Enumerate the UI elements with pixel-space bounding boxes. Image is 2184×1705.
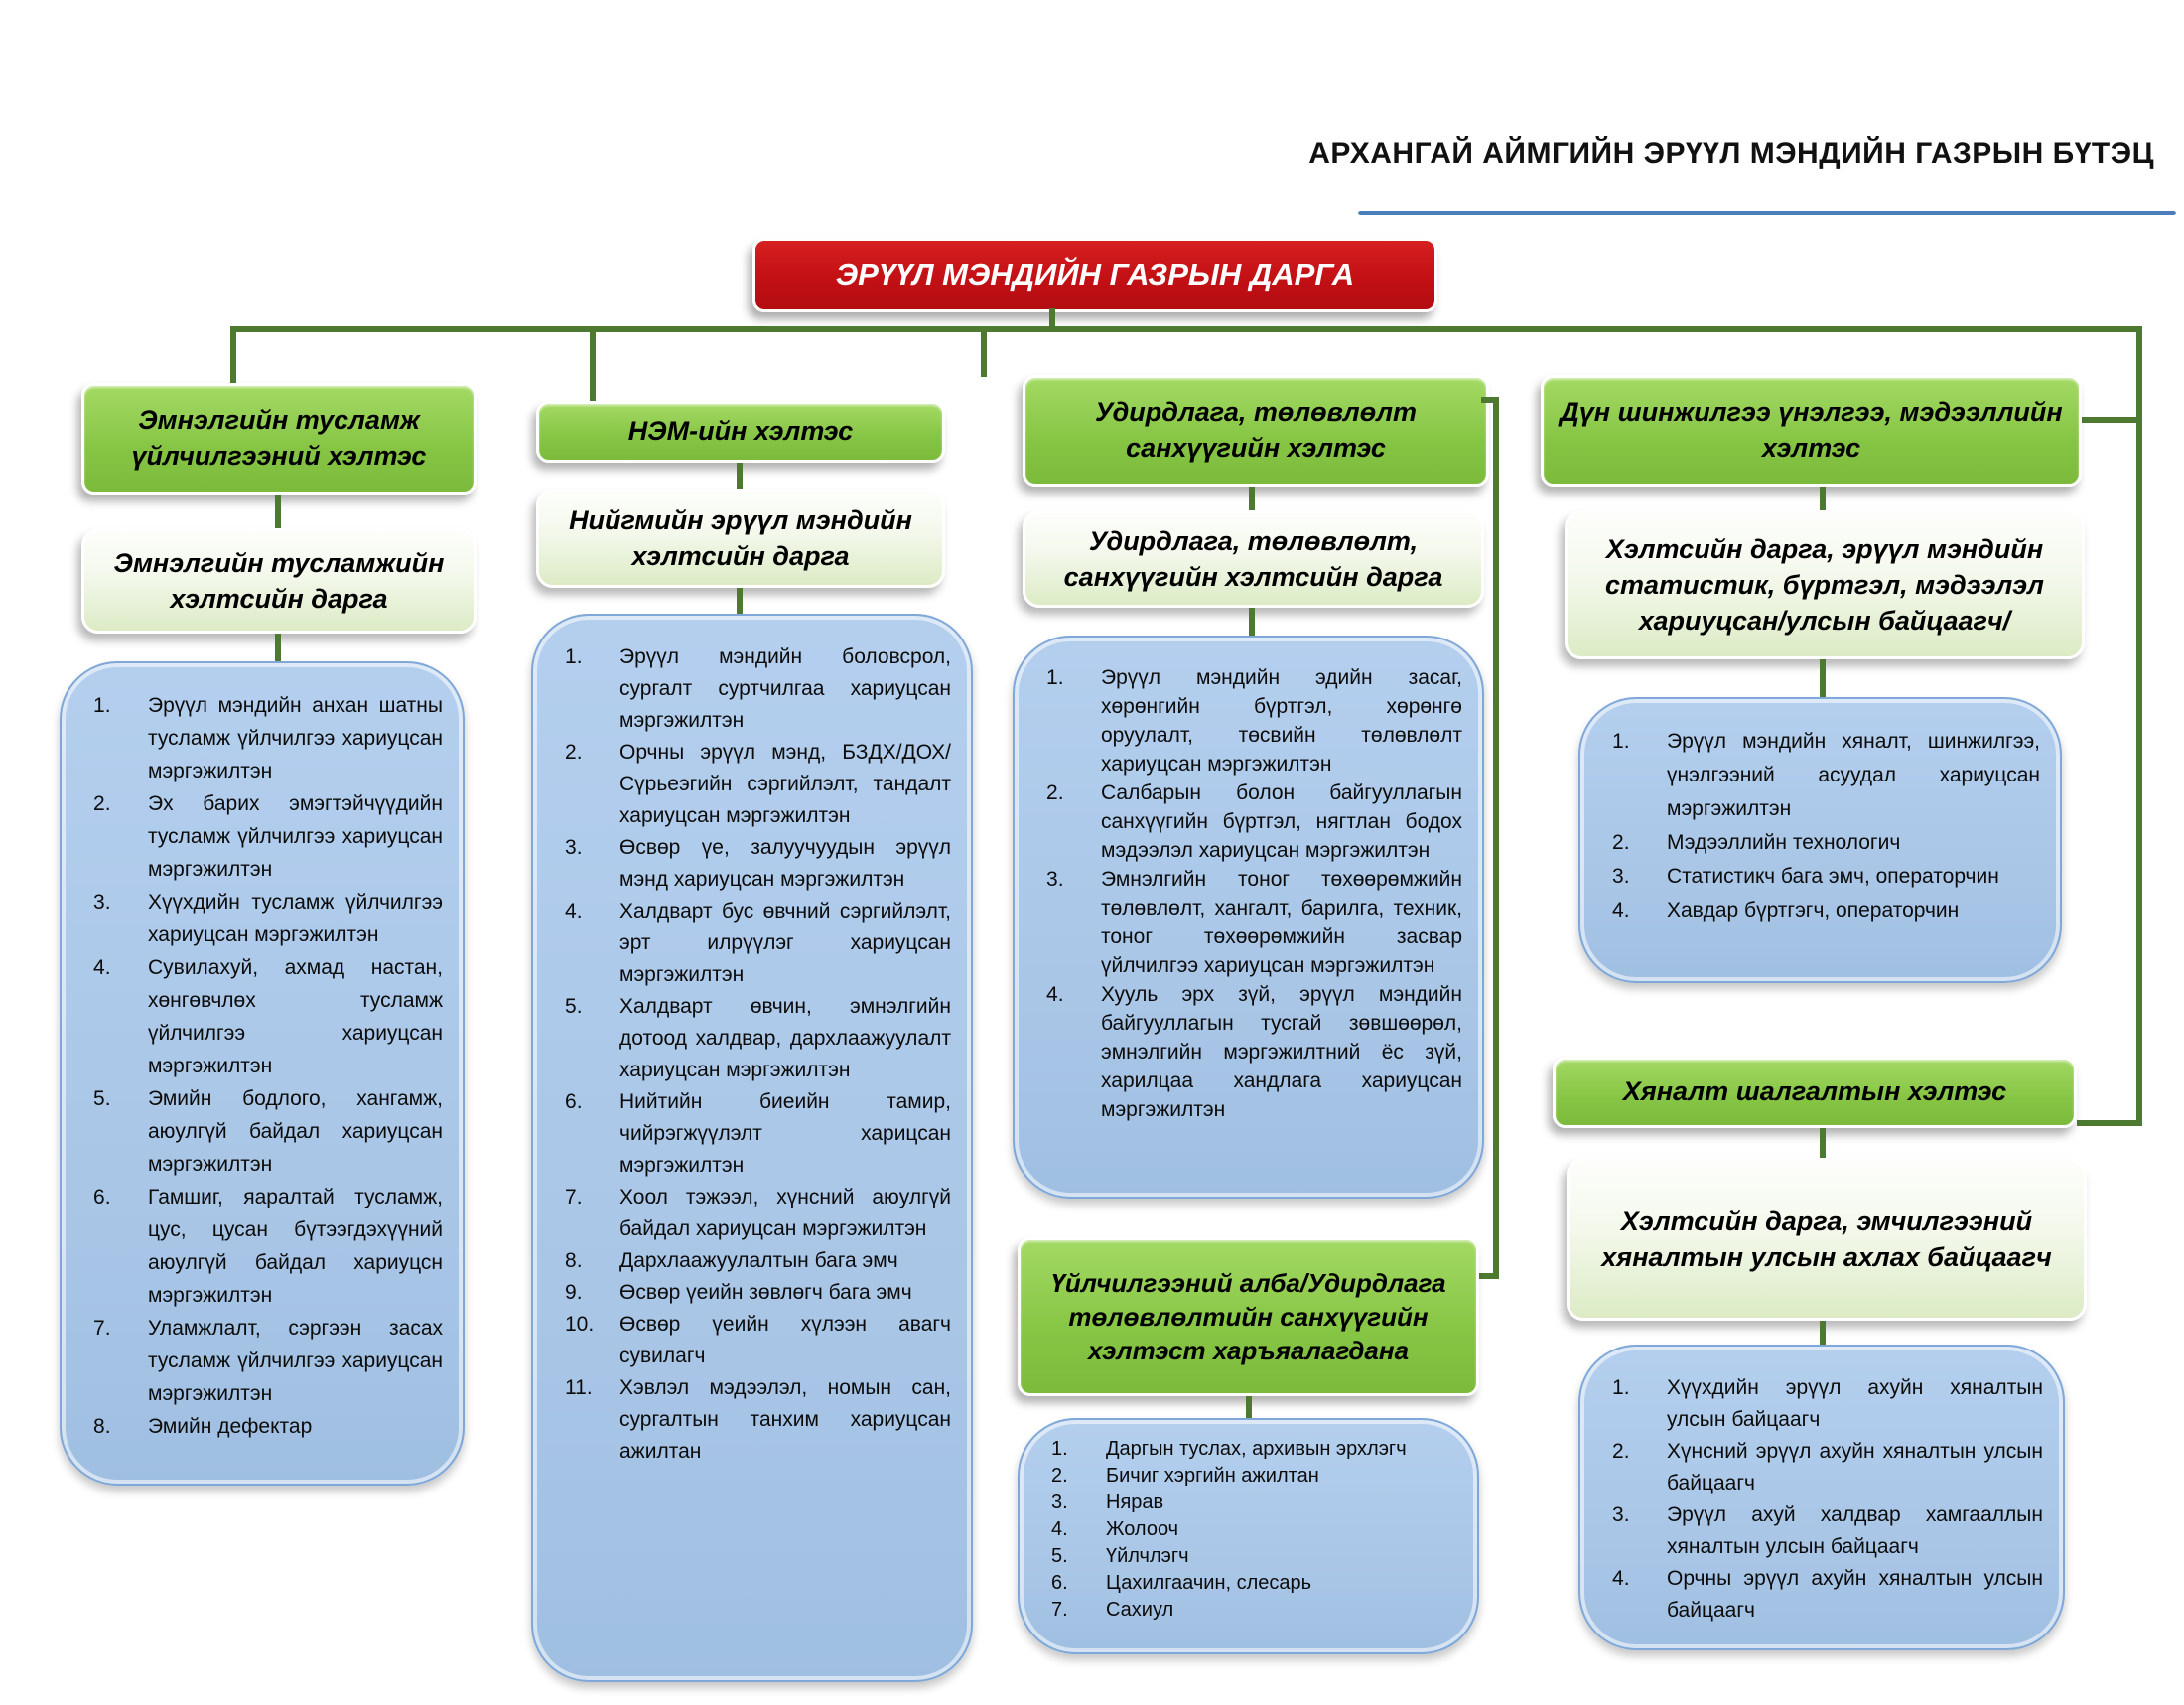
sub-staff-box-col4 xyxy=(1578,1345,2065,1650)
connector xyxy=(1820,487,1826,510)
connector xyxy=(737,463,743,489)
staff-list-item: Орчны эрүүл ахуйн хяналтын улсын байцаагч xyxy=(1667,1567,2043,1622)
staff-list-item: Эмнэлгийн тоног төхөөрөмжийн төлөвлөлт, хангалт, барилга, техник, тоног төхөөрөмжийн засвар үйлчилгээ хариуцсан мэргэжилтэн xyxy=(1101,868,1462,977)
connector-drop-col2 xyxy=(590,326,596,401)
director-box: ЭРҮҮЛ МЭНДИЙН ГАЗРЫН ДАРГА xyxy=(752,238,1437,312)
staff-list-item: Хэвлэл мэдээлэл, номын сан, сургалтын танхим хариуцсан ажилтан xyxy=(619,1376,951,1463)
staff-list-item: Цахилгаачин, слесарь xyxy=(1106,1572,1312,1594)
connector xyxy=(1246,1396,1252,1418)
staff-list-item: Салбарын болон байгууллагын санхүүгийн бүртгэл, нягтлан бодох мэдээлэл хариуцсан мэргэжилтэн xyxy=(1101,781,1462,862)
sub-staff-box-col3 xyxy=(1018,1418,1479,1654)
staff-list-item: Эх барих эмэгтэйчүүдийн тусламж үйлчилгээ хариуцсан мэргэжилтэн xyxy=(148,792,443,881)
connector xyxy=(1820,659,1826,697)
staff-list-item: Хүүхдийн тусламж үйлчилгээ хариуцсан мэргэжилтэн xyxy=(148,891,443,946)
sub-dept-box-col3: Үйлчилгээний алба/Удирдлага төлөвлөлтийн санхүүгийн хэлтэст харъяалагдана xyxy=(1018,1237,1479,1396)
staff-list-item: Хүүхдийн эрүүл ахуйн хяналтын улсын байцаагч xyxy=(1667,1376,2043,1431)
head-box-col1: Эмнэлгийн тусламжийн хэлтсийн дарга xyxy=(81,528,477,634)
staff-list-item: Хавдар бүртгэгч, операторчин xyxy=(1667,899,1960,922)
staff-list-col1 xyxy=(62,663,463,1443)
staff-list-item: Үйлчлэгч xyxy=(1106,1545,1189,1567)
page-title: АРХАНГАЙ АЙМГИЙН ЭРҮҮЛ МЭНДИЙН ГАЗРЫН БҮТЭЦ xyxy=(1308,137,2154,170)
connector-elbow-col4-dept xyxy=(2079,417,2142,423)
connector xyxy=(275,634,281,661)
staff-list-item: Эмийн бодлого, хангамж, аюулгүй байдал хариуцсан мэргэжилтэн xyxy=(148,1087,443,1176)
staff-box-col1 xyxy=(60,661,465,1486)
staff-list-item: Хүнсний эрүүл ахуйн хяналтын улсын байцаагч xyxy=(1667,1440,2043,1494)
staff-list-item: Дархлаажуулалтын бага эмч xyxy=(619,1249,898,1272)
staff-list-item: Орчны эрүүл мэнд, БЗДХ/ДОХ/ Сүрьеэгийн сэргийлэлт, тандалт хариуцсан мэргэжилтэн xyxy=(619,741,951,827)
staff-list-item: Халдварт бус өвчний сэргийлэлт, эрт илрүүлэг хариуцсан мэргэжилтэн xyxy=(619,900,951,986)
title-underline xyxy=(1358,211,2176,215)
staff-list-item: Эрүүл мэндийн боловсрол, сургалт суртчилгаа хариуцсан мэргэжилтэн xyxy=(619,645,951,732)
staff-list-item: Нярав xyxy=(1106,1492,1164,1513)
head-box-col2: Нийгмийн эрүүл мэндийн хэлтсийн дарга xyxy=(536,489,945,588)
staff-box-col3 xyxy=(1013,636,1484,1199)
staff-list-item: Мэдээллийн технологич xyxy=(1667,831,1901,854)
dept-box-col4: Дүн шинжилгээ үнэлгээ, мэдээллийн хэлтэс xyxy=(1541,375,2082,487)
staff-list-item: Бичиг хэргийн ажилтан xyxy=(1106,1465,1319,1487)
connector-service-rail xyxy=(1493,397,1499,1279)
dept-box-col1: Эмнэлгийн тусламж үйлчилгээний хэлтэс xyxy=(81,383,477,495)
connector-drop-col1 xyxy=(230,326,236,385)
head-box-col4: Хэлтсийн дарга, эрүүл мэндийн статистик, бүртгэл, мэдээлэл хариуцсан/улсын байцаагч/ xyxy=(1565,510,2085,659)
connector-right-rail xyxy=(2136,326,2142,1126)
staff-list-item: Өсвөр үе, залуучуудын эрүүл мэнд хариуцсан мэргэжилтэн xyxy=(619,836,951,891)
connector xyxy=(1249,487,1255,510)
dept-box-col3: Удирдлага, төлөвлөлт санхүүгийн хэлтэс xyxy=(1023,375,1489,487)
head-box-col3: Удирдлага, төлөвлөлт, санхүүгийн хэлтсийн дарга xyxy=(1023,510,1484,608)
staff-list-item: Хууль эрх зүй, эрүүл мэндийн байгууллагын тусгай зөвшөөрөл, эмнэлгийн мэргэжилтний ёс зүй, харилцаа хандлага хариуцсан мэргэжилтэн xyxy=(1101,983,1462,1121)
staff-list-item: Сувилахуй, ахмад настан, хөнгөвчлөх тусламж үйлчилгээ хариуцсан мэргэжилтэн xyxy=(148,956,443,1077)
staff-list-item: Эмийн дефектар xyxy=(148,1415,313,1438)
staff-list-item: Гамшиг, яаралтай тусламж, цус, цусан бүтээгдэхүүний аюулгүй байдал хариуцсн мэргэжилтэн xyxy=(148,1186,443,1307)
staff-list-col3 xyxy=(1015,638,1482,1124)
connector xyxy=(1820,1321,1826,1345)
staff-list-item: Даргын туслах, архивын эрхлэгч xyxy=(1106,1438,1407,1460)
connector xyxy=(1820,1128,1826,1158)
sub-dept-box-col4: Хяналт шалгалтын хэлтэс xyxy=(1553,1057,2077,1128)
staff-list-col2 xyxy=(533,616,971,1468)
staff-list-item: Хоол тэжээл, хүнсний аюулгүй байдал хариуцсан мэргэжилтэн xyxy=(619,1186,951,1240)
staff-box-col4 xyxy=(1578,697,2062,983)
staff-list-item: Статистикч бага эмч, операторчин xyxy=(1667,865,1999,888)
sub-head-box-col4: Хэлтсийн дарга, эмчилгээний хяналтын улсын ахлах байцаагч xyxy=(1567,1158,2087,1321)
connector-top-rail xyxy=(230,326,2142,332)
staff-list-item: Халдварт өвчин, эмнэлгийн дотоод халдвар, дархлаажуулалт хариуцсан мэргэжилтэн xyxy=(619,995,951,1081)
staff-list-item: Эрүүл мэндийн хяналт, шинжилгээ, үнэлгээний асуудал хариуцсан мэргэжилтэн xyxy=(1667,730,2040,820)
staff-list-item: Өсвөр үеийн зөвлөгч бага эмч xyxy=(619,1281,912,1304)
staff-list-item: Нийтийн биеийн тамир, чийрэгжүүлэлт харицсан мэргэжилтэн xyxy=(619,1090,951,1177)
connector xyxy=(275,495,281,528)
staff-box-col2 xyxy=(531,614,973,1682)
staff-list-item: Эрүүл мэндийн анхан шатны тусламж үйлчилгээ хариуцсан мэргэжилтэн xyxy=(148,694,443,782)
staff-list-item: Эрүүл ахуй халдвар хамгааллын хяналтын улсын байцаагч xyxy=(1667,1503,2043,1558)
connector-elbow-col4-sub xyxy=(2077,1120,2142,1126)
connector-drop-col3 xyxy=(981,326,987,377)
connector xyxy=(1249,608,1255,636)
dept-box-col2: НЭМ-ийн хэлтэс xyxy=(536,401,945,463)
staff-list-item: Уламжлалт, сэргээн засах тусламж үйлчилгээ хариуцсан мэргэжилтэн xyxy=(148,1317,443,1405)
staff-list-item: Эрүүл мэндийн эдийн засаг, хөрөнгийн бүртгэл, хөрөнгө оруулалт, төсвийн төлөвлөлт хариуцсан мэргэжилтэн xyxy=(1101,666,1462,776)
sub-staff-list-col3 xyxy=(1020,1420,1477,1624)
staff-list-item: Өсвөр үеийн хүлээн авагч сувилагч xyxy=(619,1313,951,1367)
sub-staff-list-col4 xyxy=(1580,1347,2063,1627)
staff-list-item: Жолооч xyxy=(1106,1518,1179,1540)
connector xyxy=(737,588,743,614)
staff-list-item: Сахиул xyxy=(1106,1599,1174,1621)
staff-list-col4 xyxy=(1580,699,2060,927)
